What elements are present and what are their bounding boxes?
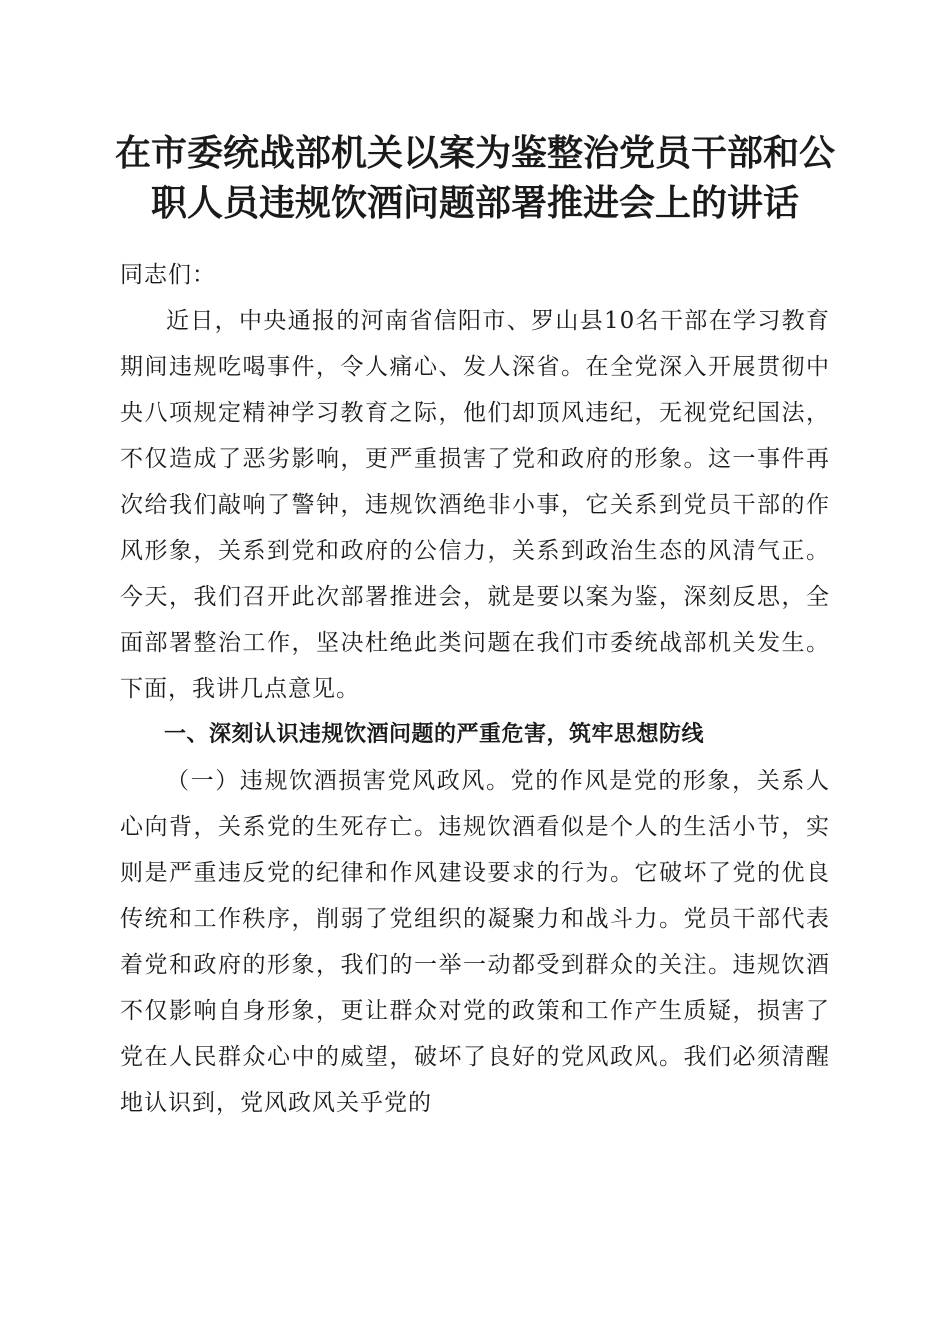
subsection-paragraph-1 (120, 758, 830, 1126)
intro-paragraph: 近日，中央通报的河南省信阳市、罗山县10名干部在学习教育期间违规吃喝事件，令人痛心、发人深省。在全党深入开展贯彻中央八项规定精神学习教育之际，他们却顶风违纪，无视党纪国法，不仅造成了恶劣影响，更严重损害了党和政府的形象。这一事件再次给我们敲响了警钟，违规饮酒绝非小事，它关系到党员干部的作风形象，关系到党和政府的公信力，关系到政治生态的风清气正。今天，我们召开此次部署推进会，就是要以案为鉴，深刻反思，全面部署整治工作，坚决杜绝此类问题在我们市委统战部机关发生。下面，我讲几点意见。 (120, 308, 830, 702)
title-line-2: 职人员违规饮酒问题部署推进会上的讲话 (150, 182, 799, 224)
document-title (60, 128, 890, 228)
subsection-title-1: （一）违规饮酒损害党风政风。 (166, 768, 511, 794)
salutation: 同志们： (120, 262, 216, 288)
section-heading-1: 一、深刻认识违规饮酒问题的严重危害，筑牢思想防线 (164, 722, 705, 747)
title-line-1: 在市委统战部机关以案为鉴整治党员干部和公 (114, 132, 835, 174)
subsection-text-1: 党的作风是党的形象，关系人心向背，关系党的生死存亡。违规饮酒看似是个人的生活小节，实则是严重违反党的纪律和作风建设要求的行为。它破坏了党的优良传统和工作秩序，削弱了党组织的凝聚力和战斗力。党员干部代表着党和政府的形象，我们的一举一动都受到群众的关注。违规饮酒不仅影响自身形象，更让群众对党的政策和工作产生质疑，损害了党在人民群众心中的威望，破坏了良好的党风政风。我们必须清醒地认识到，党风政风关乎党的 (120, 768, 831, 1116)
document-body (120, 252, 830, 1126)
